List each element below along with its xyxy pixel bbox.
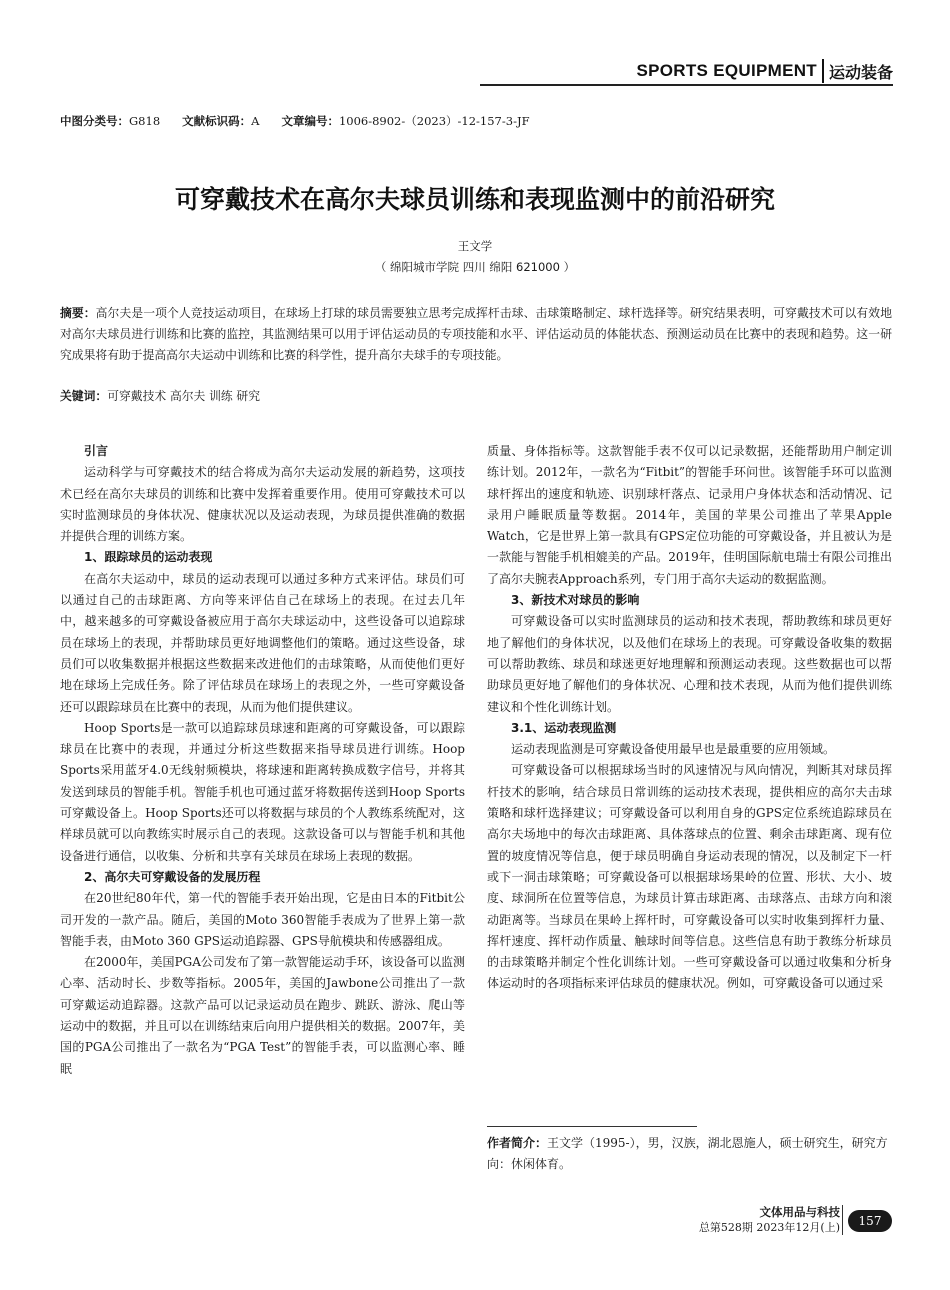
header-rule — [480, 84, 893, 86]
keywords-label: 关键词： — [60, 389, 108, 403]
section-heading: 2、高尔夫可穿戴设备的发展历程 — [84, 869, 261, 884]
article-meta — [60, 113, 530, 129]
right-column — [487, 441, 892, 995]
running-header — [480, 56, 893, 86]
section-heading: 3、新技术对球员的影响 — [511, 593, 640, 608]
abstract-text: 高尔夫是一项个人竞技运动项目，在球场上打球的球员需要独立思考完成挥杆击球、击球策略制定、球杆选择等。研究结果表明，可穿戴技术可以有效地对高尔夫球员进行训练和比赛的监控，其监测结果可以用于评估运动员的专项技能和水平、评估运动员的体能状态、预测运动员在比赛中的表现和趋势。这一研究成果将有助于提高高尔夫运动中训练和比赛的科学性，提升高尔夫球手的专项技能。 — [60, 306, 892, 362]
issue-info: 总第528期 2023年12月(上) — [698, 1221, 840, 1234]
header-section-zh: 运动装备 — [828, 62, 893, 82]
author-footnote — [487, 1133, 892, 1176]
paragraph: 在高尔夫运动中，球员的运动表现可以通过多种方式来评估。球员们可以通过自己的击球距离、方向等来评估自己在球场上的表现。在过去几年中，越来越多的可穿戴设备被应用于高尔夫球运动中，这些设备可以追踪球员在球场上的表现，并帮助球员更好地调整他们的策略。通过这些设备，球员们可以收集数据并根据这些数据来改进他们的击球策略，从而使他们更好地在球场上完成任务。除了评估球员在球场上的表现之外，一些可穿戴设备还可以跟踪球员在比赛中的表现，从而为他们提供建议。 — [60, 571, 465, 714]
page-number: 157 — [848, 1210, 892, 1232]
section-heading: 1、跟踪球员的运动表现 — [84, 550, 213, 565]
subsection-heading: 3.1、运动表现监测 — [511, 720, 617, 735]
article-number: 文章编号：1006-8902-（2023）-12-157-3-JF — [281, 114, 530, 128]
keywords-text: 可穿戴技术 高尔夫 训练 研究 — [107, 389, 261, 403]
paragraph: 可穿戴设备可以实时监测球员的运动和技术表现，帮助教练和球员更好地了解他们的身体状况，以及他们在球场上的表现。可穿戴设备收集的数据可以帮助教练、球员和球迷更好地理解和预测运动表现。这些数据也可以帮助球员更好地了解他们的身体状况、心理和技术表现，从而为他们提供训练建议和个性化训练计划。 — [487, 614, 892, 714]
footnote-rule — [487, 1126, 697, 1127]
paragraph: 在2000年，美国PGA公司发布了第一款智能运动手环，该设备可以监测心率、活动时长、步数等指标。2005年，美国的Jawbone公司推出了一款可穿戴运动追踪器。这款产品可以记录运动员在跑步、跳跃、游泳、爬山等运动中的数据，并且可以在训练结束后向用户提供相关的数据。2007年，美国的PGA公司推出了一款名为“PGA Test”的智能手表，可以监测心率、睡眠 — [60, 955, 465, 1076]
section-heading: 引言 — [84, 444, 109, 458]
author-name: 王文学 — [457, 239, 493, 253]
page-footer — [600, 1205, 840, 1235]
journal-name: 文体用品与科技 — [759, 1205, 840, 1219]
footer-divider — [842, 1205, 843, 1235]
footnote-label: 作者简介： — [487, 1136, 548, 1150]
header-section-en: SPORTS EQUIPMENT — [636, 61, 817, 80]
document-code: 文献标识码：A — [182, 114, 260, 128]
paragraph: 可穿戴设备可以根据球场当时的风速情况与风向情况，判断其对球员挥杆技术的影响，结合球员日常训练的运动技术表现，提供相应的高尔夫击球策略和球杆选择建议；可穿戴设备可以利用自身的GPS定位系统追踪球员在高尔夫场地中的每次击球距离、具体落球点的位置、剩余击球距离、现有位置的坡度情况等信息，便于球员明确自身运动表现的情况，以及制定下一杆或下一洞击球策略；可穿戴设备可以根据球场果岭的位置、形状、大小、坡度、球洞所在位置等信息，为球员计算击球距离、击球落点、击球方向和滚动距离等。当球员在果岭上挥杆时，可穿戴设备可以实时收集到挥杆力量、挥杆速度、挥杆动作质量、触球时间等信息。这些信息有助于教练分析球员的击球策略并制定个性化训练计划。一些可穿戴设备可以通过收集和分析身体运动时的各项指标来评估球员的健康状况。例如，可穿戴设备可以通过采 — [487, 763, 892, 991]
abstract — [60, 303, 892, 366]
paragraph: 在20世纪80年代，第一代的智能手表开始出现，它是由日本的Fitbit公司开发的一款产品。随后，美国的Moto 360智能手表成为了世界上第一款智能手表，由Moto 360 GPS运动追踪器、GPS导航模块和传感器组成。 — [60, 891, 465, 948]
keywords — [60, 386, 260, 407]
paragraph: 运动科学与可穿戴技术的结合将成为高尔夫运动发展的新趋势，这项技术已经在高尔夫球员的训练和比赛中发挥着重要作用。使用可穿戴技术可以实时监测球员的身体状况、健康状况以及运动表现，为球员提供准确的数据并提供合理的训练方案。 — [60, 465, 465, 544]
header-divider — [822, 59, 824, 83]
author-affiliation: （ 绵阳城市学院 四川 绵阳 621000 ） — [374, 260, 576, 274]
paper-title: 可穿戴技术在高尔夫球员训练和表现监测中的前沿研究 — [174, 185, 775, 214]
left-column — [60, 441, 465, 1080]
paragraph: Hoop Sports是一款可以追踪球员球速和距离的可穿戴设备，可以跟踪球员在比赛中的表现，并通过分析这些数据来指导球员进行训练。Hoop Sports采用蓝牙4.0无线射频模块，将球速和距离转换成数字信号，并将其发送到球员的智能手机。智能手机也可通过蓝牙将数据传送到Hoop Sports可穿戴设备上。Hoop Sports还可以将数据与球员的个人教练系统配对，这样球员就可以向教练实时展示自己的表现。这款设备可以与智能手机和其他设备进行通信，以收集、分析和共享有关球员在球场上表现的数据。 — [60, 720, 465, 863]
abstract-label: 摘要： — [60, 306, 96, 320]
footnote-text: 王文学（1995-），男，汉族，湖北恩施人，硕士研究生，研究方向：休闲体育。 — [487, 1136, 888, 1172]
paragraph: 质量、身体指标等。这款智能手表不仅可以记录数据，还能帮助用户制定训练计划。2012年，一款名为“Fitbit”的智能手环问世。该智能手环可以监测球杆挥出的速度和轨迹、识别球杆落点、记录用户身体状态和活动情况、记录用户睡眠质量等数据。2014年，美国的苹果公司推出了苹果Apple Watch，它是世界上第一款具有GPS定位功能的可穿戴设备，并且被认为是一款能与智能手机相媲美的产品。2019年，佳明国际航电瑞士有限公司推出了高尔夫腕表Approach系列，专门用于高尔夫运动的数据监测。 — [487, 444, 892, 586]
clc-number: 中图分类号：G818 — [60, 114, 161, 128]
paragraph: 运动表现监测是可穿戴设备使用最早也是最重要的应用领域。 — [511, 742, 836, 757]
